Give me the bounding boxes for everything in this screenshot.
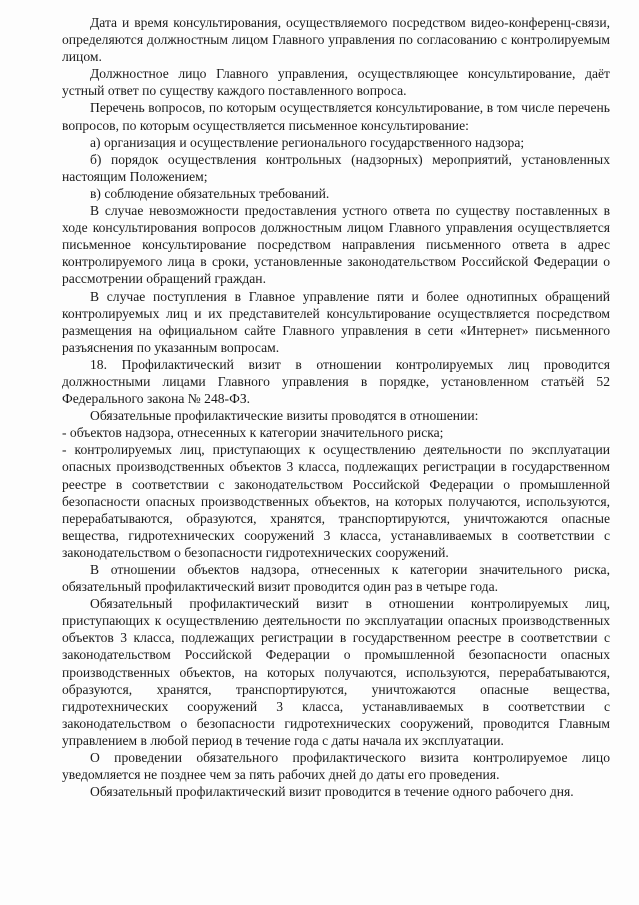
list-item-a: а) организация и осуществление регионального государственного надзора; — [90, 134, 525, 150]
paragraph-notification: О проведении обязательного профилактического визита контролируемое лицо уведомляется не позднее чем за пять рабочих дней до даты его проведения. — [62, 750, 610, 783]
list-item-b: б) порядок осуществления контрольных (надзорных) мероприятий, установленных настоящим Положением; — [62, 151, 610, 184]
paragraph-section-18: 18. Профилактический визит в отношении контролируемых лиц проводится должностными лицами Главного управления в порядке, установленном статьёй 52 Федерального закона № 248-ФЗ. — [62, 356, 610, 407]
paragraph-website-clarification: В случае поступления в Главное управление пяти и более однотипных обращений контролируемых лиц и их представителей консультирование осуществляется посредством размещения на официальном сайте Главного управления в сети «Интернет» письменного разъяснения по указанным вопросам. — [62, 288, 610, 355]
paragraph-mandatory-visits-intro: Обязательные профилактические визиты проводятся в отношении: — [90, 408, 479, 424]
paragraph-visit-new-operators: Обязательный профилактический визит в отношении контролируемых лиц, приступающих к осуществлению деятельности по эксплуатации опасных производственных объектов 3 класса, подлежащих регистрации в государственном реестре в соответствии с законодательством Российской Федерации о промышленной безопасности опасных производственных объектов, на которых получаются, используются, перерабатываются, образуются, хранятся, транспортируются, уничтожаются опасные вещества, гидротехнических сооружений 3 класса, устанавливаемых в соответствии с законодательством о безопасности гидротехнических сооружений, проводится Главным управлением в любой период в течение года с даты начала их эксплуатации. — [62, 596, 610, 748]
paragraph-questions-list-intro: Перечень вопросов, по которым осуществляется консультирование, в том числе перечень вопросов, по которым осуществляется письменное консультирование: — [62, 100, 610, 133]
list-item-c: в) соблюдение обязательных требований. — [90, 185, 330, 201]
list-item-dash-new-operators: - контролируемых лиц, приступающих к осуществлению деятельности по эксплуатации опасных производственных объектов 3 класса, подлежащих регистрации в государственном реестре в соответствии с законодательством Российской Федерации о промышленной безопасности опасных производственных объектов, на которых получаются, используются, перерабатываются, образуются, хранятся, транспортируются, уничтожаются опасные вещества, гидротехнических сооружений 3 класса, устанавливаемых в соответствии с законодательством о безопасности гидротехнических сооружений. — [62, 442, 610, 560]
paragraph-visit-frequency: В отношении объектов надзора, отнесенных к категории значительного риска, обязательный профилактический визит проводится один раз в четыре года. — [62, 562, 610, 595]
paragraph-oral-answer: Должностное лицо Главного управления, осуществляющее консультирование, даёт устный ответ по существу каждого поставленного вопроса. — [62, 66, 610, 99]
paragraph-consultation-datetime: Дата и время консультирования, осуществляемого посредством видео-конференц-связи, определяются должностным лицом Главного управления по согласованию с контролируемым лицом. — [62, 15, 610, 65]
list-item-dash-risk-objects: - объектов надзора, отнесенных к категории значительного риска; — [62, 425, 444, 441]
paragraph-visit-duration: Обязательный профилактический визит проводится в течение одного рабочего дня. — [90, 784, 574, 800]
paragraph-written-consultation: В случае невозможности предоставления устного ответа по существу поставленных в ходе консультирования вопросов должностным лицом Главного управления осуществляется письменное консультирование посредством направления письменного ответа в адрес контролируемого лица в сроки, установленные законодательством Российской Федерации о рассмотрении обращений граждан. — [62, 203, 610, 287]
document-text — [62, 14, 610, 800]
